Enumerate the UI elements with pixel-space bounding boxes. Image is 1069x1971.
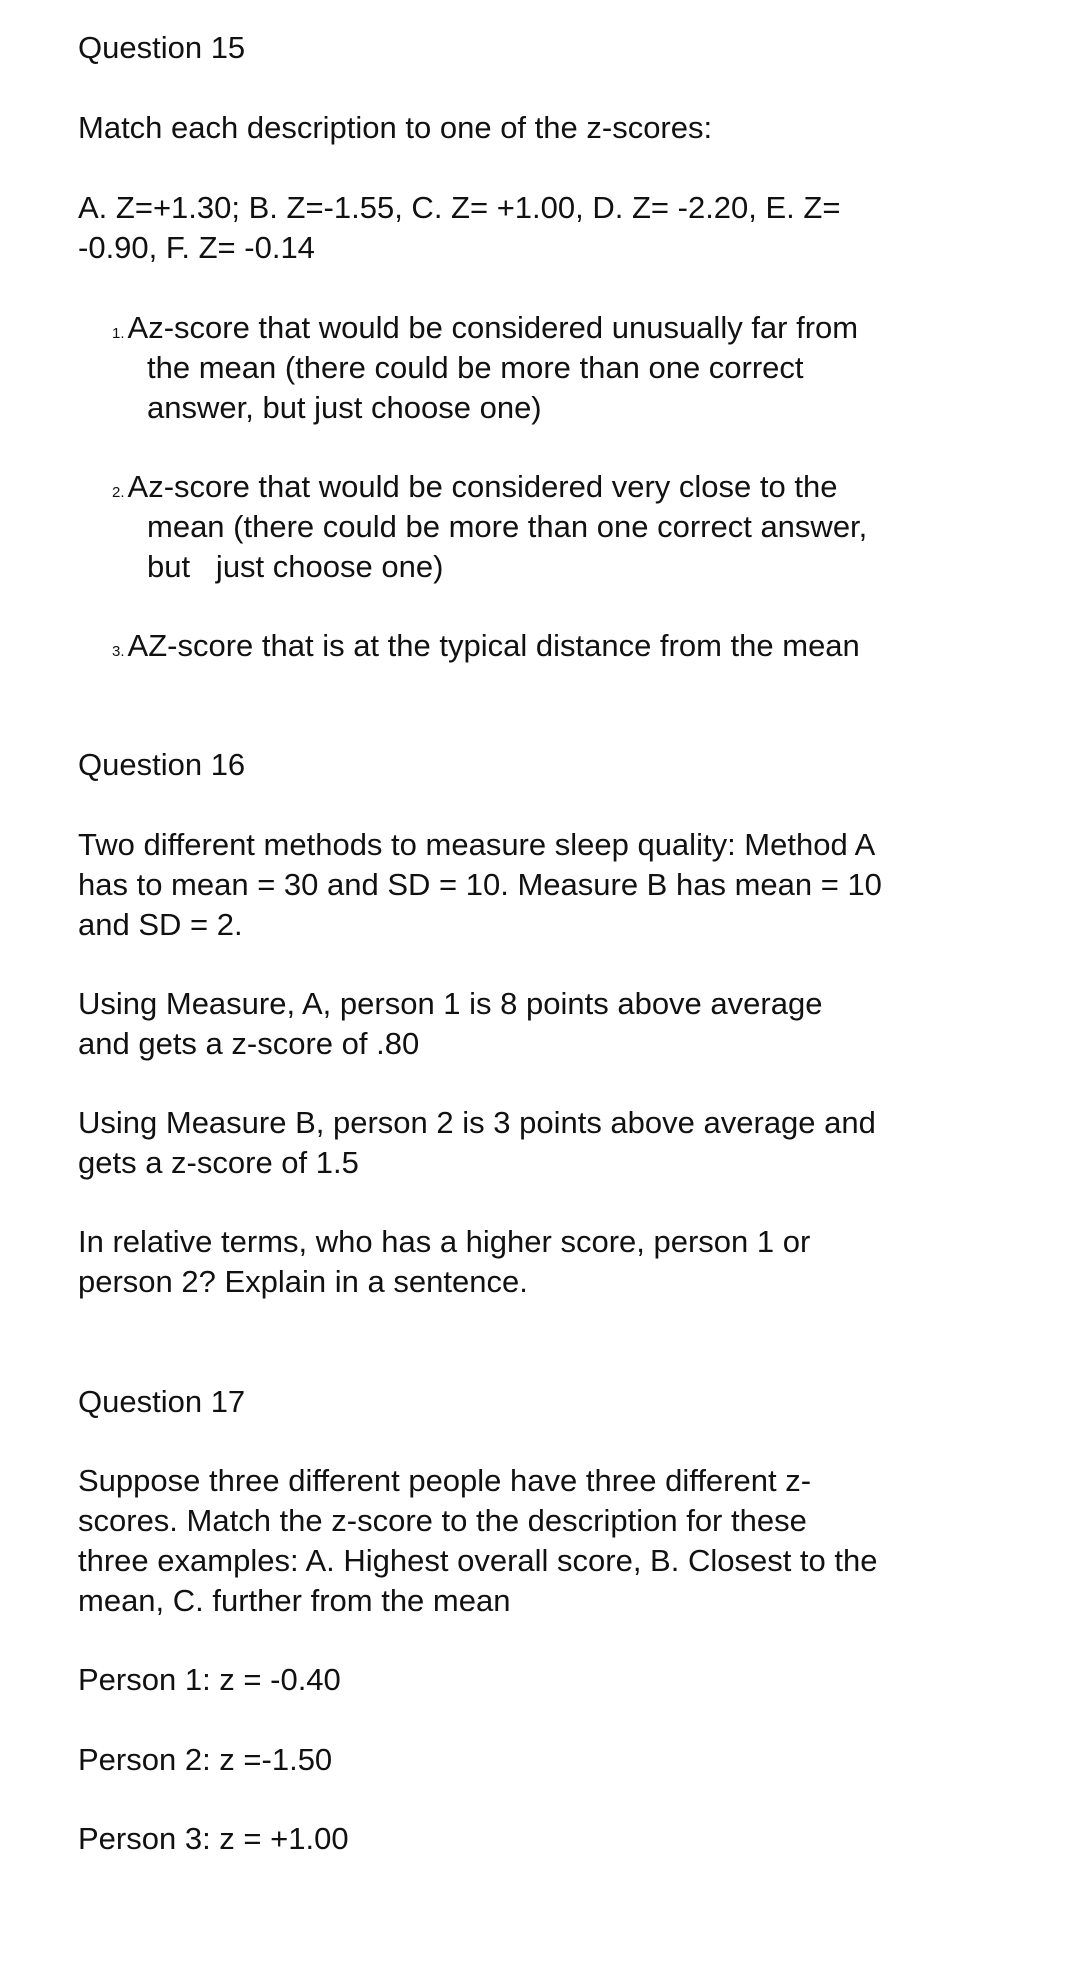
q16-para2-line: Using Measure, A, person 1 is 8 points above average xyxy=(78,986,823,1021)
q17-person-2: Person 2: z =-1.50 xyxy=(78,1742,333,1777)
q17-para1-line: scores. Match the z-score to the description for these xyxy=(78,1503,807,1538)
q16-para2-line: and gets a z-score of .80 xyxy=(78,1026,420,1061)
q16-para4-line: person 2? Explain in a sentence. xyxy=(78,1264,528,1299)
q16-para3-line: Using Measure B, person 2 is 3 points above average and xyxy=(78,1105,876,1140)
item-number: 3. xyxy=(112,643,125,660)
q15-options-line-2: -0.90, F. Z= -0.14 xyxy=(78,230,315,265)
item-text-line: Az-score that would be considered unusually far from xyxy=(127,310,859,345)
item-text-line: AZ-score that is at the typical distance from the mean xyxy=(127,628,860,663)
q17-para1-line: mean, C. further from the mean xyxy=(78,1583,511,1618)
q17-person-3: Person 3: z = +1.00 xyxy=(78,1821,349,1856)
item-text-line: Az-score that would be considered very close to the xyxy=(127,469,838,504)
item-text-line: the mean (there could be more than one correct xyxy=(147,350,804,385)
q17-para1-line: three examples: A. Highest overall score, B. Closest to the xyxy=(78,1543,878,1578)
q16-para1-line: Two different methods to measure sleep quality: Method A xyxy=(78,827,876,862)
q16-para4-line: In relative terms, who has a higher score, person 1 or xyxy=(78,1224,811,1259)
q16-para3-line: gets a z-score of 1.5 xyxy=(78,1145,359,1180)
q15-options-line-1: A. Z=+1.30; B. Z=-1.55, C. Z= +1.00, D. Z= -2.20, E. Z= xyxy=(78,190,841,225)
q15-title: Question 15 xyxy=(78,30,246,65)
q15-prompt: Match each description to one of the z-scores: xyxy=(78,110,713,145)
item-text-line: mean (there could be more than one correct answer, xyxy=(147,509,868,544)
q16-para1-line: has to mean = 30 and SD = 10. Measure B has mean = 10 xyxy=(78,867,882,902)
q17-title: Question 17 xyxy=(78,1384,246,1419)
item-number: 2. xyxy=(112,484,125,501)
q17-para1-line: Suppose three different people have three different z- xyxy=(78,1463,812,1498)
item-number: 1. xyxy=(112,325,125,342)
q16-title: Question 16 xyxy=(78,747,246,782)
item-text-line: but just choose one) xyxy=(147,549,444,584)
item-text-line: answer, but just choose one) xyxy=(147,390,542,425)
q16-para1-line: and SD = 2. xyxy=(78,907,243,942)
q17-person-1: Person 1: z = -0.40 xyxy=(78,1662,341,1697)
